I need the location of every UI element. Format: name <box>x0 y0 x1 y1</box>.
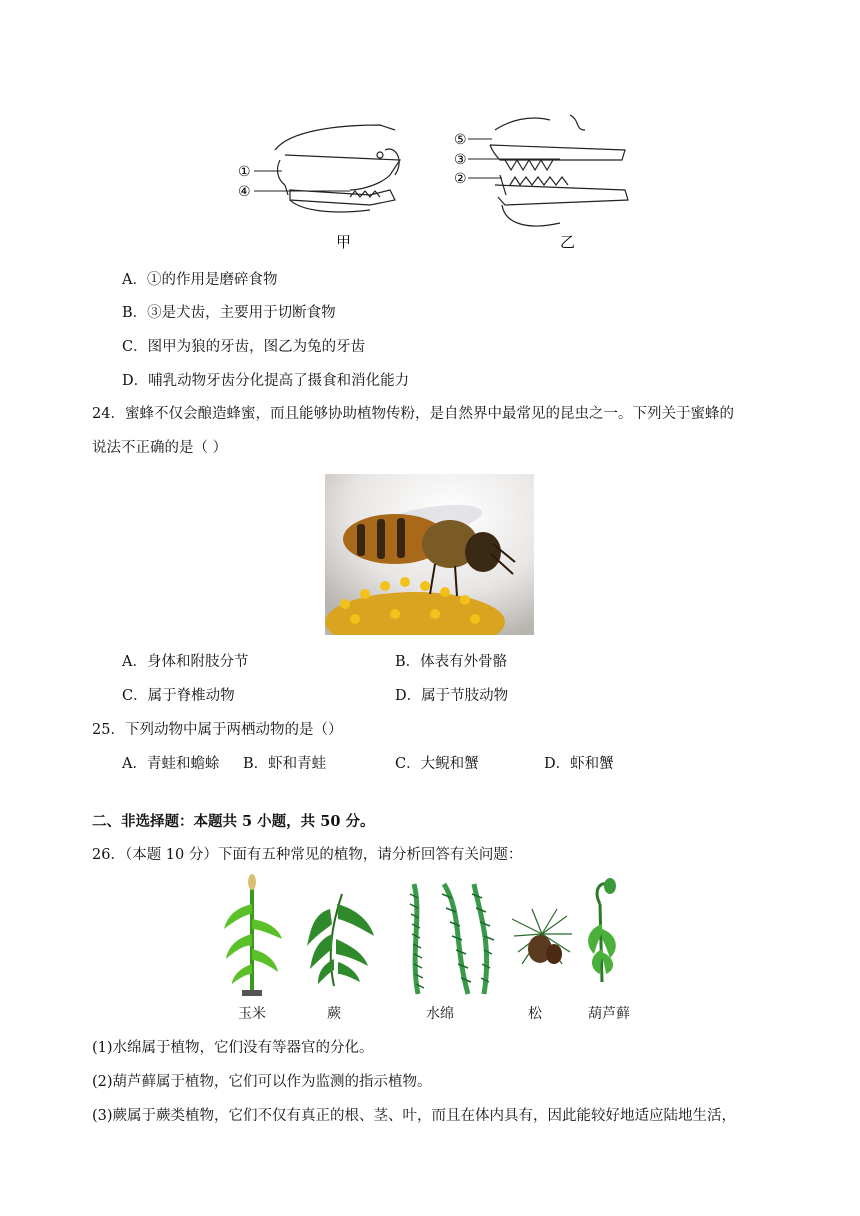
mark-2: ② <box>454 171 467 187</box>
mark-5: ⑤ <box>454 132 467 148</box>
skull-yi-drawing <box>490 115 628 226</box>
plant-label-spirogyra: 水绵 <box>426 1006 454 1022</box>
q23-option-d: D．哺乳动物牙齿分化提高了摄食和消化能力 <box>122 373 410 389</box>
section-heading: 二、非选择题：本题共 5 小题，共 50 分。 <box>92 813 375 830</box>
mark-4: ④ <box>238 184 251 200</box>
q23-option-a: A．①的作用是磨碎食物 <box>122 272 278 288</box>
skull-yi-leaders <box>468 139 560 178</box>
skull-jia-leaders <box>254 171 350 191</box>
plant-label-fern: 蕨 <box>327 1006 341 1022</box>
q25-stem: 25．下列动物中属于两栖动物的是（） <box>92 722 343 738</box>
q23-option-c: C．图甲为狼的牙齿，图乙为兔的牙齿 <box>122 339 366 355</box>
plant-label-corn: 玉米 <box>238 1006 266 1022</box>
plants-figure <box>222 874 642 1004</box>
q24-option-a: A．身体和附肢分节 <box>122 654 249 670</box>
q24-option-d: D．属于节肢动物 <box>395 688 509 704</box>
q24-option-c: C．属于脊椎动物 <box>122 688 235 704</box>
q23-option-b: B．③是犬齿，主要用于切断食物 <box>122 305 336 321</box>
q25-option-d: D．虾和蟹 <box>544 756 614 772</box>
q25-option-b: B．虾和青蛙 <box>243 756 327 772</box>
pine-drawing <box>512 909 572 964</box>
q24-option-b: B．体表有外骨骼 <box>395 654 508 670</box>
q24-stem-line1: 24．蜜蜂不仅会酿造蜂蜜，而且能够协助植物传粉，是自然界中最常见的昆虫之一。下列关于蜜蜂的 <box>92 406 734 422</box>
mark-3: ③ <box>454 152 467 168</box>
corn-drawing <box>224 874 282 996</box>
q25-option-c: C．大鲵和蟹 <box>395 756 479 772</box>
q26-sub3: (3)蕨属于蕨类植物，它们不仅有真正的根、茎、叶，而且在体内具有，因此能较好地适应陆地生活， <box>92 1108 737 1124</box>
q26-stem: 26．（本题 10 分）下面有五种常见的植物，请分析回答有关问题： <box>92 847 523 863</box>
mark-1: ① <box>238 164 251 180</box>
plant-label-pine: 松 <box>528 1006 542 1022</box>
caption-yi: 乙 <box>560 233 576 251</box>
plant-label-moss: 葫芦藓 <box>588 1006 630 1022</box>
fern-drawing <box>307 894 374 986</box>
spirogyra-drawing <box>414 884 487 994</box>
q26-sub1: (1)水绵属于植物，它们没有等器官的分化。 <box>92 1040 374 1056</box>
teeth-figure <box>230 105 640 255</box>
skull-jia-drawing <box>275 125 400 212</box>
bee-photo <box>325 474 534 635</box>
q25-option-a: A．青蛙和蟾蜍 <box>122 756 220 772</box>
q26-sub2: (2)葫芦藓属于植物，它们可以作为监测的指示植物。 <box>92 1074 432 1090</box>
q24-stem-line2: 说法不正确的是（ ） <box>92 440 228 456</box>
moss-drawing <box>588 878 616 982</box>
caption-jia: 甲 <box>336 233 352 251</box>
